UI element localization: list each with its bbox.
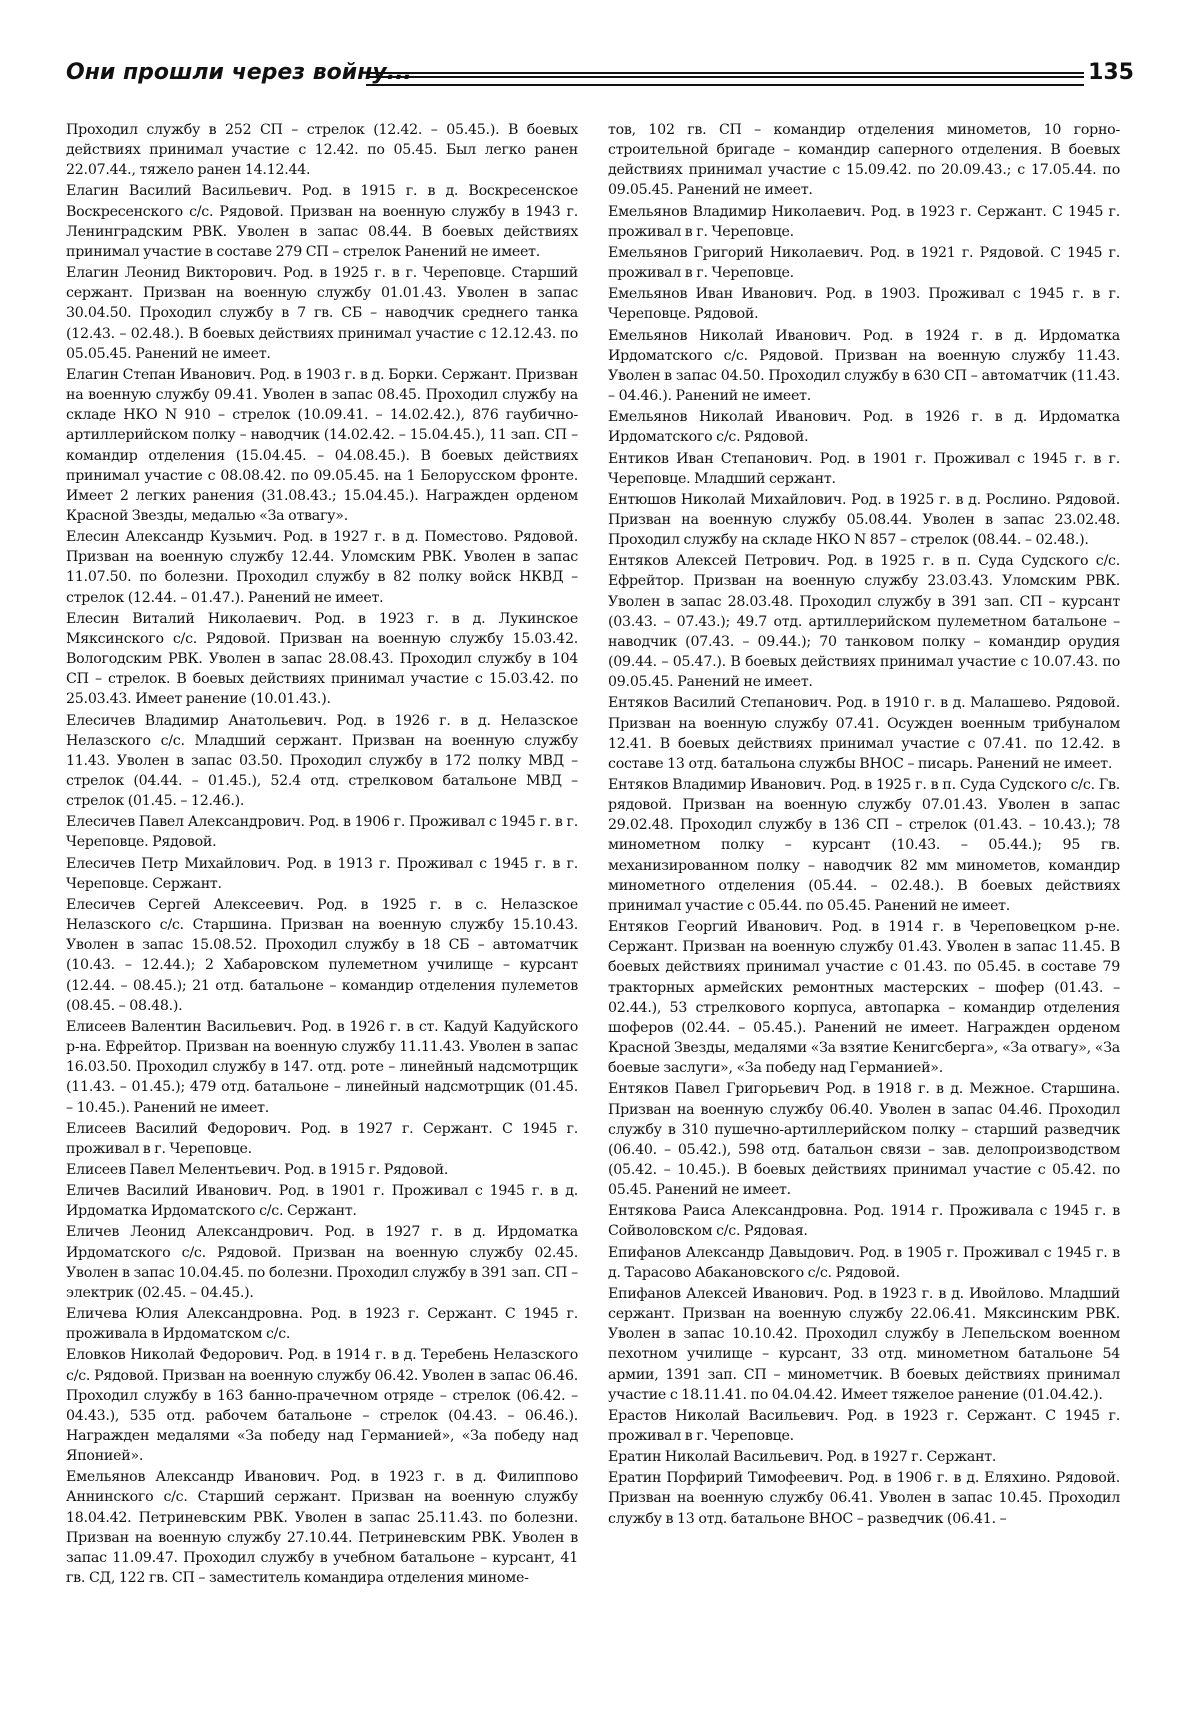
- entry-paragraph: Ентюшов Николай Михайлович. Род. в 1925 г. в д. Рослино. Рядовой. Призван на военную службу 05.08.44. Уволен в запас 23.02.48. Проходил службу на складе НКО N 857 – стрелок (08.44. – 02.48.).: [608, 491, 1120, 549]
- header-rule: [366, 72, 1084, 86]
- entry-paragraph: Епифанов Алексей Иванович. Род. в 1923 г. в д. Ивойлово. Младший сержант. Призван на военную службу 22.06.41. Мяксинским РВК. Уволен в запас 10.10.42. Проходил службу в Лепельском военном пехотном училище – курсант, 33 отд. минометном батальоне 54 армии, 1391 зап. СП – минометчик. В боевых действиях принимал участие с 18.11.41. по 04.04.42. Имеет тяжелое ранение (01.04.42.).: [608, 1285, 1120, 1403]
- entry-paragraph: Еловков Николай Федорович. Род. в 1914 г. в д. Теребень Нелазского с/с. Рядовой. Призван на военную службу 06.42. Уволен в запас 06.46. Проходил службу в 163 банно-прачечном отряде – стрелок (06.42. – 04.43.), 535 отд. рабочем батальоне – стрелок (04.43. – 06.46.). Награжден медалями «За победу над Германией», «За победу над Японией».: [66, 1347, 578, 1465]
- entry-paragraph: Ентякова Раиса Александровна. Род. 1914 г. Проживала с 1945 г. в Сойволовском с/с. Рядовая.: [608, 1203, 1120, 1240]
- entry-paragraph: Ентяков Георгий Иванович. Род. в 1914 г. в Череповецком р-не. Сержант. Призван на военную службу 01.43. Уволен в запас 11.45. В боевых действиях принимал участие с 01.43. по 05.45. в составе 79 тракторных армейских ремонтных мастерских – шофер (01.43. – 02.44.), 53 стрелкового корпуса, автопарка – командир отделения шоферов (02.44. – 05.45.). Ранений не имеет. Награжден орденом Красной Звезды, медалями «За взятие Кенигсберга», «За отвагу», «За боевые заслуги», «За победу над Германией».: [608, 919, 1120, 1077]
- entry-paragraph: Еличев Леонид Александрович. Род. в 1927 г. в д. Ирдоматка Ирдоматского с/с. Рядовой. Призван на военную службу 02.45. Уволен в запас 10.04.45. по болезни. Проходил службу в 391 зап. СП – электрик (02.45. – 04.45.).: [66, 1224, 578, 1301]
- left-column: [66, 120, 578, 1588]
- entry-paragraph: Елисеев Павел Мелентьевич. Род. в 1915 г. Рядовой.: [66, 1161, 449, 1178]
- entry-paragraph: Елесичев Павел Александрович. Род. в 1906 г. Проживал с 1945 г. в г. Череповце. Рядовой.: [66, 814, 578, 851]
- entry-paragraph: Елесин Виталий Николаевич. Род. в 1923 г. в д. Лукинское Мяксинского с/с. Рядовой. Призван на военную службу 15.03.42. Вологодским РВК. Уволен в запас 28.08.43. Проходил службу в 104 СП – стрелок. В боевых действиях принимал участие с 15.03.42. по 25.03.43. Имеет ранение (10.01.43.).: [66, 610, 578, 708]
- entry-paragraph: Ератин Порфирий Тимофеевич. Род. в 1906 г. в д. Еляхино. Рядовой. Призван на военную службу 06.41. Уволен в запас 10.45. Проходил службу в 13 отд. батальоне ВНОС – разведчик (06.41. –: [608, 1470, 1120, 1527]
- entry-paragraph: Елисеев Валентин Васильевич. Род. в 1926 г. в ст. Кадуй Кадуйского р-на. Ефрейтор. Призван на военную службу 11.11.43. Уволен в запас 16.03.50. Проходил службу в 147. отд. роте – линейный надсмотрщик (11.43. – 01.45.); 479 отд. батальоне – линейный надсмотрщик (01.45. – 10.45.). Ранений не имеет.: [66, 1018, 578, 1116]
- entry-paragraph: Епифанов Александр Давыдович. Род. в 1905 г. Проживал с 1945 г. в д. Тарасово Абакановского с/с. Рядовой.: [608, 1244, 1120, 1281]
- entry-paragraph: Проходил службу в 252 СП – стрелок (12.42. – 05.45.). В боевых действиях принимал участие с 12.42. по 05.45. Был легко ранен 22.07.44., тяжело ранен 14.12.44.: [66, 122, 578, 179]
- entry-paragraph: Елагин Василий Васильевич. Род. в 1915 г. в д. Воскресенское Воскресенского с/с. Рядовой. Призван на военную службу в 1943 г. Ленинградским РВК. Уволен в запас 08.44. В боевых действиях принимал участие в составе 279 СП – стрелок Ранений не имеет.: [66, 183, 578, 260]
- entry-paragraph: Еличева Юлия Александровна. Род. в 1923 г. Сержант. С 1945 г. проживала в Ирдоматском с/с.: [66, 1306, 578, 1343]
- entry-paragraph: Елесичев Сергей Алексеевич. Род. в 1925 г. в с. Нелазское Нелазского с/с. Старшина. Призван на военную службу 15.10.43. Уволен в запас 15.08.52. Проходил службу в 18 СБ – автоматчик (10.43. – 12.44.); 2 Хабаровском пулеметном училище – курсант (12.44. – 08.45.); 21 отд. батальоне – командир отделения пулеметов (08.45. – 08.48.).: [66, 896, 578, 1014]
- entry-paragraph: Ерастов Николай Васильевич. Род. в 1923 г. Сержант. С 1945 г. проживал в г. Череповце.: [608, 1407, 1120, 1444]
- right-column: [608, 120, 1120, 1529]
- entry-paragraph: Емельянов Владимир Николаевич. Род. в 1923 г. Сержант. С 1945 г. проживал в г. Череповце.: [608, 203, 1120, 240]
- entry-paragraph: Емельянов Николай Иванович. Род. в 1924 г. в д. Ирдоматка Ирдоматского с/с. Рядовой. Призван на военную службу 11.43. Уволен в запас 04.50. Проходил службу в 630 СП – автоматчик (11.43. – 04.46.). Ранений не имеет.: [608, 327, 1120, 405]
- entry-paragraph: Емельянов Иван Иванович. Род. в 1903. Проживал с 1945 г. в г. Череповце. Рядовой.: [608, 286, 1120, 323]
- entry-paragraph: Еличев Василий Иванович. Род. в 1901 г. Проживал с 1945 г. в д. Ирдоматка Ирдоматского с/с. Сержант.: [66, 1183, 578, 1220]
- entry-paragraph: Елесичев Владимир Анатольевич. Род. в 1926 г. в д. Нелазское Нелазского с/с. Младший сержант. Призван на военную службу 11.43. Уволен в запас 03.50. Проходил службу в 172 полку МВД – стрелок (04.44. – 01.45.), 52.4 отд. стрелковом батальоне МВД – стрелок (01.45. – 12.46.).: [66, 712, 578, 810]
- entry-paragraph: Емельянов Николай Иванович. Род. в 1926 г. в д. Ирдоматка Ирдоматского с/с. Рядовой.: [608, 409, 1120, 446]
- entry-paragraph: Емельянов Александр Иванович. Род. в 1923 г. в д. Филиппово Аннинского с/с. Старший сержант. Призван на военную службу 18.04.42. Петриневским РВК. Уволен в запас 25.11.43. по болезни. Призван на военную службу 27.10.44. Петриневским РВК. Уволен в запас 11.09.47. Проходил службу в учебном батальоне – курсант, 41 гв. СД, 122 гв. СП – заместитель командира отделения миноме-: [66, 1469, 578, 1587]
- entry-paragraph: Емельянов Григорий Николаевич. Род. в 1921 г. Рядовой. С 1945 г. проживал в г. Череповце.: [608, 244, 1120, 282]
- entry-paragraph: Ентиков Иван Степанович. Род. в 1901 г. Проживал с 1945 г. в г. Череповце. Младший сержант.: [608, 450, 1120, 487]
- entry-paragraph: Ентяков Владимир Иванович. Род. в 1925 г. в п. Суда Судского с/с. Гв. рядовой. Призван на военную службу 07.01.43. Уволен в запас 29.02.48. Проходил службу в 136 СП – стрелок (01.43. – 10.43.); 78 минометном полку – курсант (10.43. – 05.44.); 95 гв. механизированном полку – наводчик 82 мм минометов, командир минометного отделения (05.44. – 02.48.). В боевых действиях принимал участие с 05.44. по 05.45. Ранений не имеет.: [608, 777, 1120, 914]
- entry-paragraph: тов, 102 гв. СП – командир отделения минометов, 10 горно-строительной бригаде – командир саперного отделения. В боевых действиях принимал участие с 15.09.42. по 20.09.43.; с 17.05.44. по 09.05.45. Ранений не имеет.: [608, 122, 1120, 199]
- entry-paragraph: Елисеев Василий Федорович. Род. в 1927 г. Сержант. С 1945 г. проживал в г. Череповце.: [66, 1120, 578, 1157]
- entry-paragraph: Ентяков Алексей Петрович. Род. в 1925 г. в п. Суда Судского с/с. Ефрейтор. Призван на военную службу 23.03.43. Уломским РВК. Уволен в запас 28.03.48. Проходил службу в 391 зап. СП – курсант (03.43. – 07.43.); 49.7 отд. артиллерийском пулеметном батальоне – наводчик (07.43. – 09.44.); 70 танковом полку – командир орудия (09.44. – 05.47.). В боевых действиях принимал участие с 10.07.43. по 09.05.45. Ранений не имеет.: [608, 553, 1120, 691]
- entry-paragraph: Ентяков Василий Степанович. Род. в 1910 г. в д. Малашево. Рядовой. Призван на военную службу 07.41. Осужден военным трибуналом 12.41. В боевых действиях принимал участие с 07.41. по 12.42. в составе 13 отд. батальона службы ВНОС – писарь. Ранений не имеет.: [608, 695, 1120, 772]
- entry-paragraph: Ератин Николай Васильевич. Род. в 1927 г. Сержант.: [608, 1449, 997, 1466]
- entry-paragraph: Ентяков Павел Григорьевич Род. в 1918 г. в д. Межное. Старшина. Призван на военную службу 06.40. Уволен в запас 04.46. Проходил службу в 310 пушечно-артиллерийском полку – старший разведчик (06.40. – 05.42.), 598 отд. батальон связи – зав. делопроизводством (05.42. – 10.45.). В боевых действиях принимал участие с 05.42. по 05.45. Ранений не имеет.: [608, 1081, 1120, 1199]
- page-number: 135: [1088, 60, 1134, 85]
- running-header: [66, 58, 1134, 98]
- book-title: Они прошли через войну...: [66, 60, 412, 85]
- entry-paragraph: Елагин Степан Иванович. Род. в 1903 г. в д. Борки. Сержант. Призван на военную службу 09.41. Уволен в запас 08.45. Проходил службу на складе НКО N 910 – стрелок (10.09.41. – 14.02.42.), 876 гаубично-артиллерийском полку – наводчик (14.02.42. – 15.04.45.), 11 зап. СП – командир отделения (15.04.45. – 04.08.45.). В боевых действиях принимал участие с 08.08.42. по 09.05.45. на 1 Белорусском фронте. Имеет 2 легких ранения (31.08.43.; 15.04.45.). Награжден орденом Красной Звезды, медалью «За отвагу».: [66, 366, 578, 524]
- entry-paragraph: Елагин Леонид Викторович. Род. в 1925 г. в г. Череповце. Старший сержант. Призван на военную службу 01.01.43. Уволен в запас 30.04.50. Проходил службу в 7 гв. СБ – наводчик среднего танка (12.43. – 02.48.). В боевых действиях принимал участие с 12.12.43. по 05.05.45. Ранений не имеет.: [66, 265, 578, 362]
- entry-paragraph: Елесин Александр Кузьмич. Род. в 1927 г. в д. Поместово. Рядовой. Призван на военную службу 12.44. Уломским РВК. Уволен в запас 11.07.50. по болезни. Проходил службу в 82 полку войск НКВД – стрелок (12.44. – 01.47.). Ранений не имеет.: [66, 529, 578, 606]
- entry-paragraph: Елесичев Петр Михайлович. Род. в 1913 г. Проживал с 1945 г. в г. Череповце. Сержант.: [66, 855, 578, 892]
